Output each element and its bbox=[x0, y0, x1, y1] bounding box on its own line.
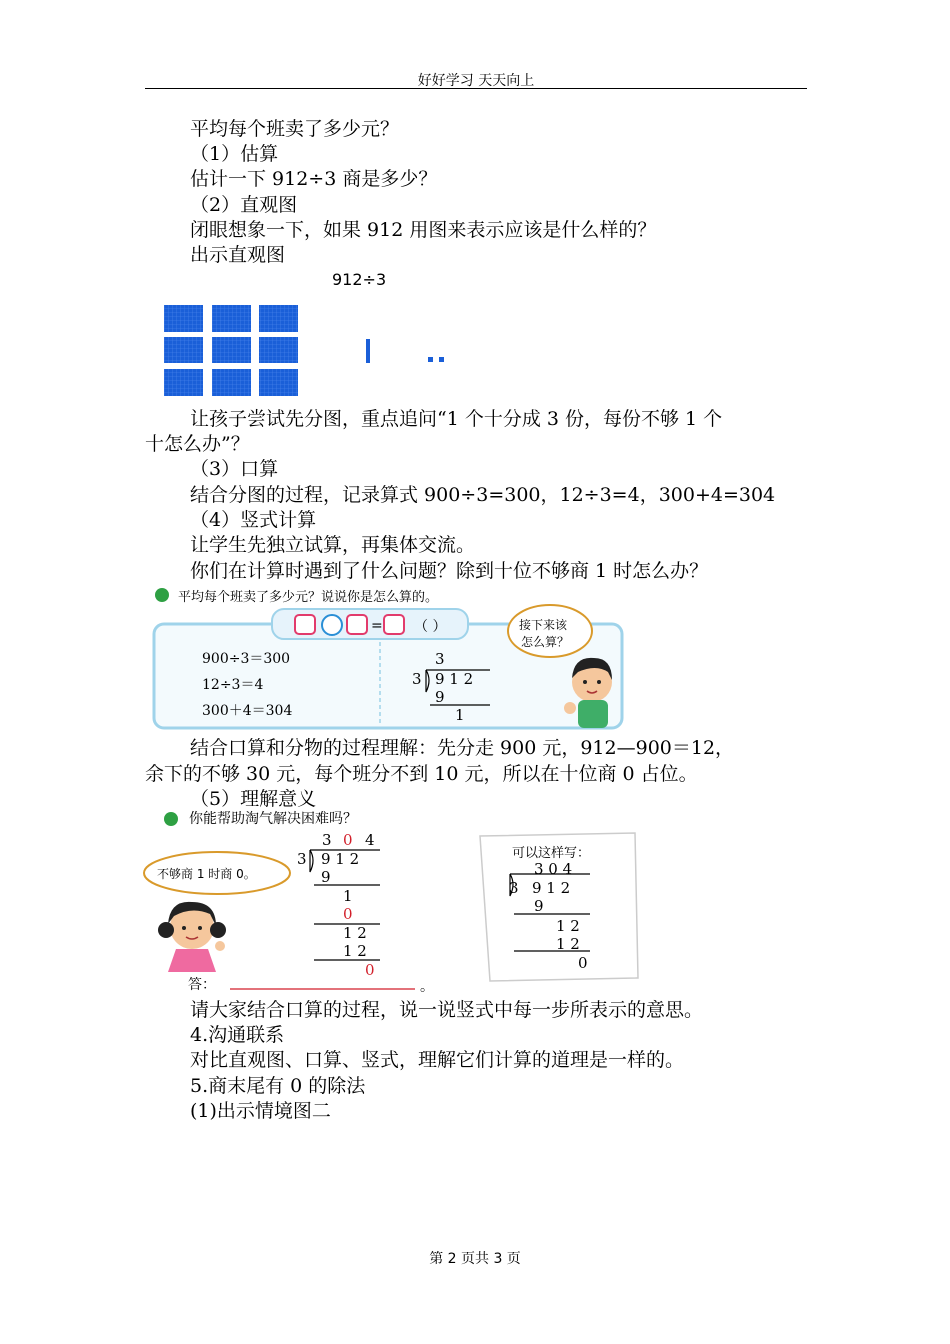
text-line: 对比直观图、口算、竖式，理解它们计算的道理是一样的。 bbox=[190, 1049, 685, 1071]
figure-question: 你能帮助淘气解决困难吗？ bbox=[189, 811, 357, 827]
note-quotient: 3 0 4 bbox=[534, 860, 573, 878]
note-step: 0 bbox=[578, 954, 588, 972]
section-heading: （3）口算 bbox=[190, 458, 279, 480]
note-title: 可以这样写： bbox=[512, 846, 591, 861]
figure-division-panel bbox=[150, 584, 630, 736]
unit-cube bbox=[428, 357, 433, 362]
bubble-line: 怎么算？ bbox=[521, 635, 570, 649]
oral-equation: 300＋4＝304 bbox=[202, 703, 293, 719]
answer-label: 答： bbox=[188, 977, 216, 993]
dividend: 9 1 2 bbox=[321, 850, 360, 868]
page-header: 好好学习 天天向上 bbox=[417, 73, 535, 89]
remainder-zero: 0 bbox=[365, 961, 375, 979]
quotient-digit: 3 bbox=[322, 831, 332, 849]
green-dot-icon bbox=[164, 812, 178, 826]
subtraction-step: 9 bbox=[321, 868, 331, 886]
quotient-zero: 0 bbox=[343, 831, 353, 849]
hundreds-blocks bbox=[164, 305, 298, 396]
section-heading: 5.商末尾有 0 的除法 bbox=[190, 1075, 366, 1097]
text-line: 结合口算和分物的过程理解：先分走 900 元，912—900＝12， bbox=[190, 737, 735, 759]
text-line: 出示直观图 bbox=[190, 244, 286, 266]
text-line: 余下的不够 30 元，每个班分不到 10 元，所以在十位商 0 占位。 bbox=[145, 763, 698, 785]
text-line: 结合分图的过程，记录算式 900÷3=300，12÷3=4，300+4=304 bbox=[190, 484, 776, 506]
svg-text:=: = bbox=[371, 618, 383, 634]
tens-rod bbox=[366, 339, 370, 363]
section-heading: （1）估算 bbox=[190, 143, 279, 165]
note-step: 1 2 bbox=[556, 917, 580, 935]
bubble-text: 不够商 1 时商 0。 bbox=[157, 867, 256, 881]
text-line: 让孩子尝试先分图，重点追问“1 个十分成 3 份，每份不够 1 个 bbox=[190, 408, 723, 430]
note-dividend: 9 1 2 bbox=[532, 879, 571, 897]
page-number: 第 2 页共 3 页 bbox=[429, 1251, 521, 1267]
green-dot-icon bbox=[155, 588, 169, 602]
text-line: 十怎么办”？ bbox=[145, 433, 250, 455]
quotient-digit: 4 bbox=[365, 831, 375, 849]
section-heading: （2）直观图 bbox=[190, 194, 298, 216]
note-step: 9 bbox=[534, 897, 544, 915]
answer-parens: （ ） bbox=[414, 619, 447, 635]
section-heading: （4）竖式计算 bbox=[190, 509, 317, 531]
girl-illustration bbox=[158, 902, 226, 972]
text-line: 平均每个班卖了多少元？ bbox=[190, 118, 400, 140]
blank-box bbox=[384, 615, 404, 634]
section-heading: 4.沟通联系 bbox=[190, 1024, 285, 1046]
note-step: 1 2 bbox=[556, 935, 580, 953]
figure-question: 平均每个班卖了多少元？说说你是怎么算的。 bbox=[178, 590, 439, 605]
note-divisor: 3 bbox=[509, 879, 519, 897]
figure-label: 912÷3 bbox=[332, 270, 387, 289]
quotient-digit: 3 bbox=[435, 650, 445, 668]
bubble-line: 接下来该 bbox=[519, 618, 568, 632]
text-line: 你们在计算时遇到了什么问题？除到十位不够商 1 时怎么办？ bbox=[190, 560, 709, 582]
divisor: 3 bbox=[412, 670, 422, 688]
unit-cube bbox=[439, 357, 444, 362]
oral-equation: 12÷3＝4 bbox=[202, 677, 264, 693]
oral-equation: 900÷3＝300 bbox=[202, 651, 291, 667]
text-line: 估计一下 912÷3 商是多少？ bbox=[190, 168, 438, 190]
blank-box bbox=[295, 615, 315, 634]
text-line: 请大家结合口算的过程，说一说竖式中每一步所表示的意思。 bbox=[190, 999, 704, 1021]
operator-circle bbox=[322, 615, 342, 635]
subtraction-step: 1 bbox=[343, 887, 353, 905]
dividend: 9 1 2 bbox=[435, 670, 474, 688]
figure-zero-quotient bbox=[140, 806, 650, 996]
text-line: (1)出示情境图二 bbox=[190, 1100, 331, 1122]
subtraction-step: 9 bbox=[435, 688, 445, 706]
subtraction-step: 1 2 bbox=[343, 942, 367, 960]
header-divider bbox=[145, 88, 807, 89]
subtraction-step: 1 2 bbox=[343, 924, 367, 942]
blank-box bbox=[347, 615, 367, 634]
zero-step: 0 bbox=[343, 905, 353, 923]
divisor: 3 bbox=[297, 850, 307, 868]
figure-base-ten-blocks bbox=[160, 268, 460, 403]
remainder-step: 1 bbox=[455, 706, 465, 724]
text-line: 闭眼想象一下，如果 912 用图来表示应该是什么样的？ bbox=[190, 219, 657, 241]
answer-end: 。 bbox=[420, 979, 434, 995]
text-line: 让学生先独立试算，再集体交流。 bbox=[190, 534, 476, 556]
section-heading: （5）理解意义 bbox=[190, 788, 317, 810]
